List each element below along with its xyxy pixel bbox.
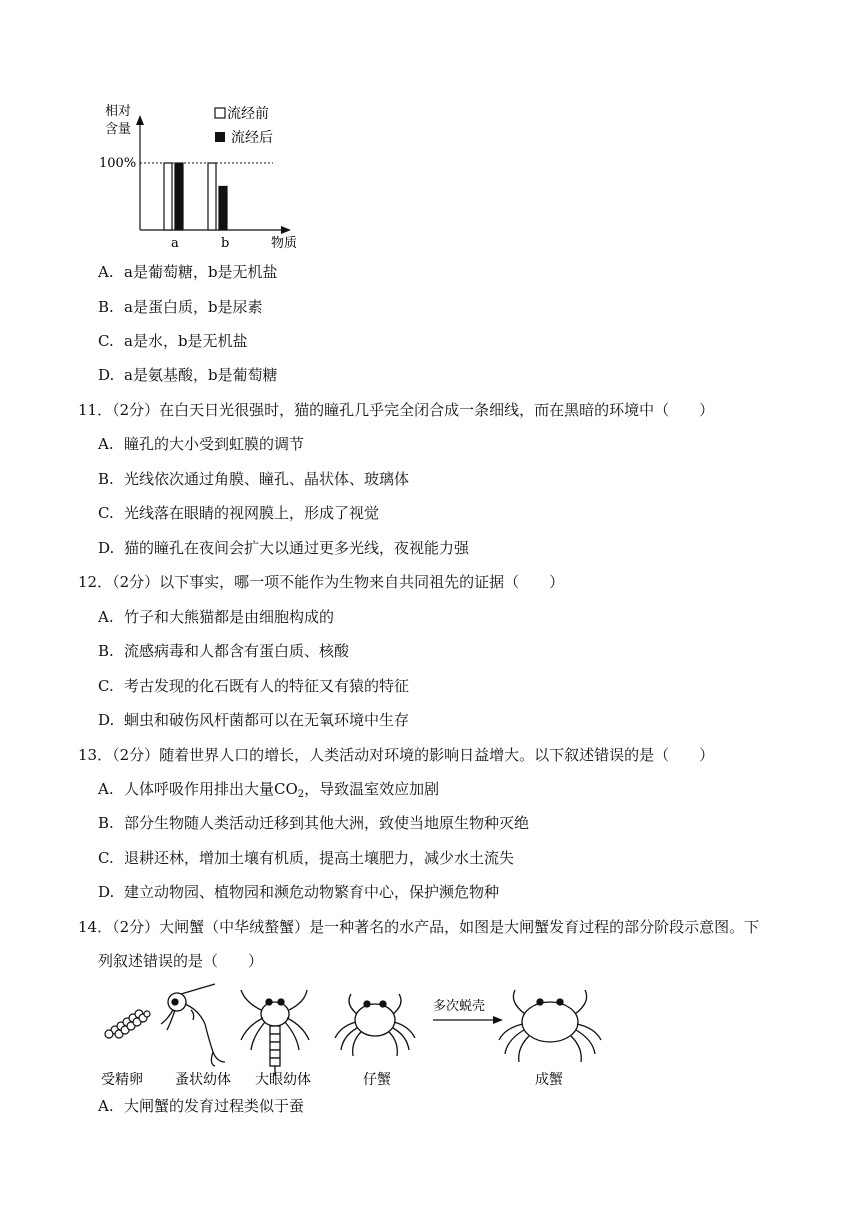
q14-stem-line1: 14．（2分）大闸蟹（中华绒螯蟹）是一种著名的水产品，如图是大闸蟹发育过程的部分阶段示意图。下	[78, 918, 760, 936]
q10-option-d[interactable]	[98, 364, 278, 386]
option-text: 蛔虫和破伤风杆菌都可以在无氧环境中生存	[124, 711, 410, 729]
option-letter: D.	[98, 539, 115, 557]
option-text-pre: 人体呼吸作用排出大量CO	[124, 780, 298, 798]
option-text: 部分生物随人类活动迁移到其他大洲，致使当地原生物种灭绝	[124, 814, 530, 832]
crab-development-figure	[95, 980, 615, 1090]
stage-label-adult-crab: 成蟹	[535, 1072, 563, 1088]
q10-option-c[interactable]	[98, 330, 248, 352]
q14-option-a[interactable]	[98, 1095, 304, 1117]
option-letter: D.	[98, 711, 115, 729]
x-axis-arrow	[281, 226, 291, 234]
stage-label-zoea: 蚤状幼体	[175, 1072, 231, 1088]
option-text: a是氨基酸，b是葡萄糖	[124, 366, 278, 384]
option-letter: C.	[98, 849, 114, 867]
bar-a-after	[175, 163, 183, 230]
option-letter: D.	[98, 883, 115, 901]
legend-label-after: 流经后	[231, 130, 273, 146]
option-text: 流感病毒和人都含有蛋白质、核酸	[124, 642, 350, 660]
bar-a-before	[164, 163, 172, 230]
q11-stem: 11．（2分）在白天日光很强时，猫的瞳孔几乎完全闭合成一条细线，而在黑暗的环境中（ ）	[78, 401, 715, 419]
legend-swatch-before	[215, 108, 225, 118]
option-letter: A.	[98, 263, 114, 281]
q11-option-b[interactable]	[98, 468, 409, 490]
option-text: 光线依次通过角膜、瞳孔、晶状体、玻璃体	[124, 470, 410, 488]
option-letter: A.	[98, 435, 114, 453]
stage-label-juvenile-crab: 仔蟹	[363, 1072, 391, 1088]
option-letter: C.	[98, 677, 114, 695]
option-letter: D.	[98, 366, 115, 384]
option-text: 考古发现的化石既有人的特征又有猿的特征	[124, 677, 410, 695]
option-text: a是水，b是无机盐	[124, 332, 248, 350]
y-axis-label-line1: 相对	[105, 104, 132, 119]
option-text: 竹子和大熊猫都是由细胞构成的	[124, 608, 335, 626]
molting-arrow-head	[493, 1016, 503, 1024]
option-letter: A.	[98, 780, 114, 798]
option-text: 猫的瞳孔在夜间会扩大以通过更多光线，夜视能力强	[124, 539, 470, 557]
option-letter: B.	[98, 470, 114, 488]
option-text: a是蛋白质，b是尿素	[124, 298, 263, 316]
zoea-larva-illustration	[161, 984, 225, 1066]
x-axis-label: 物质	[271, 236, 298, 251]
juvenile-crab-illustration	[335, 994, 415, 1056]
subscript-2: 2	[297, 789, 305, 800]
q13-option-a[interactable]	[98, 778, 439, 806]
option-letter: C.	[98, 332, 114, 350]
q13-option-b[interactable]	[98, 812, 529, 834]
stage-label-megalopa: 大眼幼体	[255, 1072, 311, 1088]
option-text: 建立动物园、植物园和濒危动物繁育中心，保护濒危物种	[124, 883, 500, 901]
legend-label-before: 流经前	[227, 106, 269, 122]
option-letter: B.	[98, 642, 114, 660]
option-letter: A.	[98, 1097, 114, 1115]
option-text: a是葡萄糖，b是无机盐	[124, 263, 278, 281]
x-tick-label-b: b	[221, 236, 230, 251]
fertilized-egg-illustration	[105, 1010, 150, 1038]
q11-option-c[interactable]	[98, 502, 379, 524]
option-letter: A.	[98, 608, 114, 626]
adult-crab-illustration	[499, 990, 601, 1062]
bar-b-after	[219, 186, 227, 230]
stage-label-fertilized-egg: 受精卵	[101, 1072, 143, 1088]
q12-stem: 12．（2分）以下事实，哪一项不能作为生物来自共同祖先的证据（ ）	[78, 573, 565, 591]
q12-option-b[interactable]	[98, 640, 349, 662]
option-text: 大闸蟹的发育过程类似于蚕	[124, 1097, 305, 1115]
bar-chart	[95, 95, 315, 255]
q13-option-c[interactable]	[98, 847, 514, 869]
q12-option-d[interactable]	[98, 709, 409, 731]
option-letter: C.	[98, 504, 114, 522]
q12-option-a[interactable]	[98, 606, 334, 628]
bar-b-before	[208, 163, 216, 230]
option-text: 退耕还林，增加土壤有机质，提高土壤肥力，减少水土流失	[124, 849, 515, 867]
option-letter: B.	[98, 814, 114, 832]
arrow-label: 多次蜕壳	[433, 999, 486, 1014]
option-text-post: ，导致温室效应加剧	[304, 780, 440, 798]
reference-label: 100%	[99, 156, 137, 171]
q10-option-b[interactable]	[98, 296, 263, 318]
option-text: 光线落在眼睛的视网膜上，形成了视觉	[124, 504, 380, 522]
q11-option-a[interactable]	[98, 433, 304, 455]
legend-swatch-after	[215, 132, 225, 142]
q10-option-a[interactable]	[98, 261, 278, 283]
megalopa-illustration	[241, 990, 309, 1076]
y-axis-arrow	[136, 115, 144, 125]
q13-stem: 13．（2分）随着世界人口的增长，人类活动对环境的影响日益增大。以下叙述错误的是（ ）	[78, 746, 715, 764]
option-letter: B.	[98, 298, 114, 316]
option-text: 瞳孔的大小受到虹膜的调节	[124, 435, 305, 453]
q13-option-d[interactable]	[98, 881, 499, 903]
x-tick-label-a: a	[171, 236, 179, 251]
y-axis-label-line2: 含量	[105, 122, 132, 137]
q12-option-c[interactable]	[98, 675, 409, 697]
q11-option-d[interactable]	[98, 537, 469, 559]
q14-stem-line2: 列叙述错误的是（ ）	[98, 952, 264, 970]
